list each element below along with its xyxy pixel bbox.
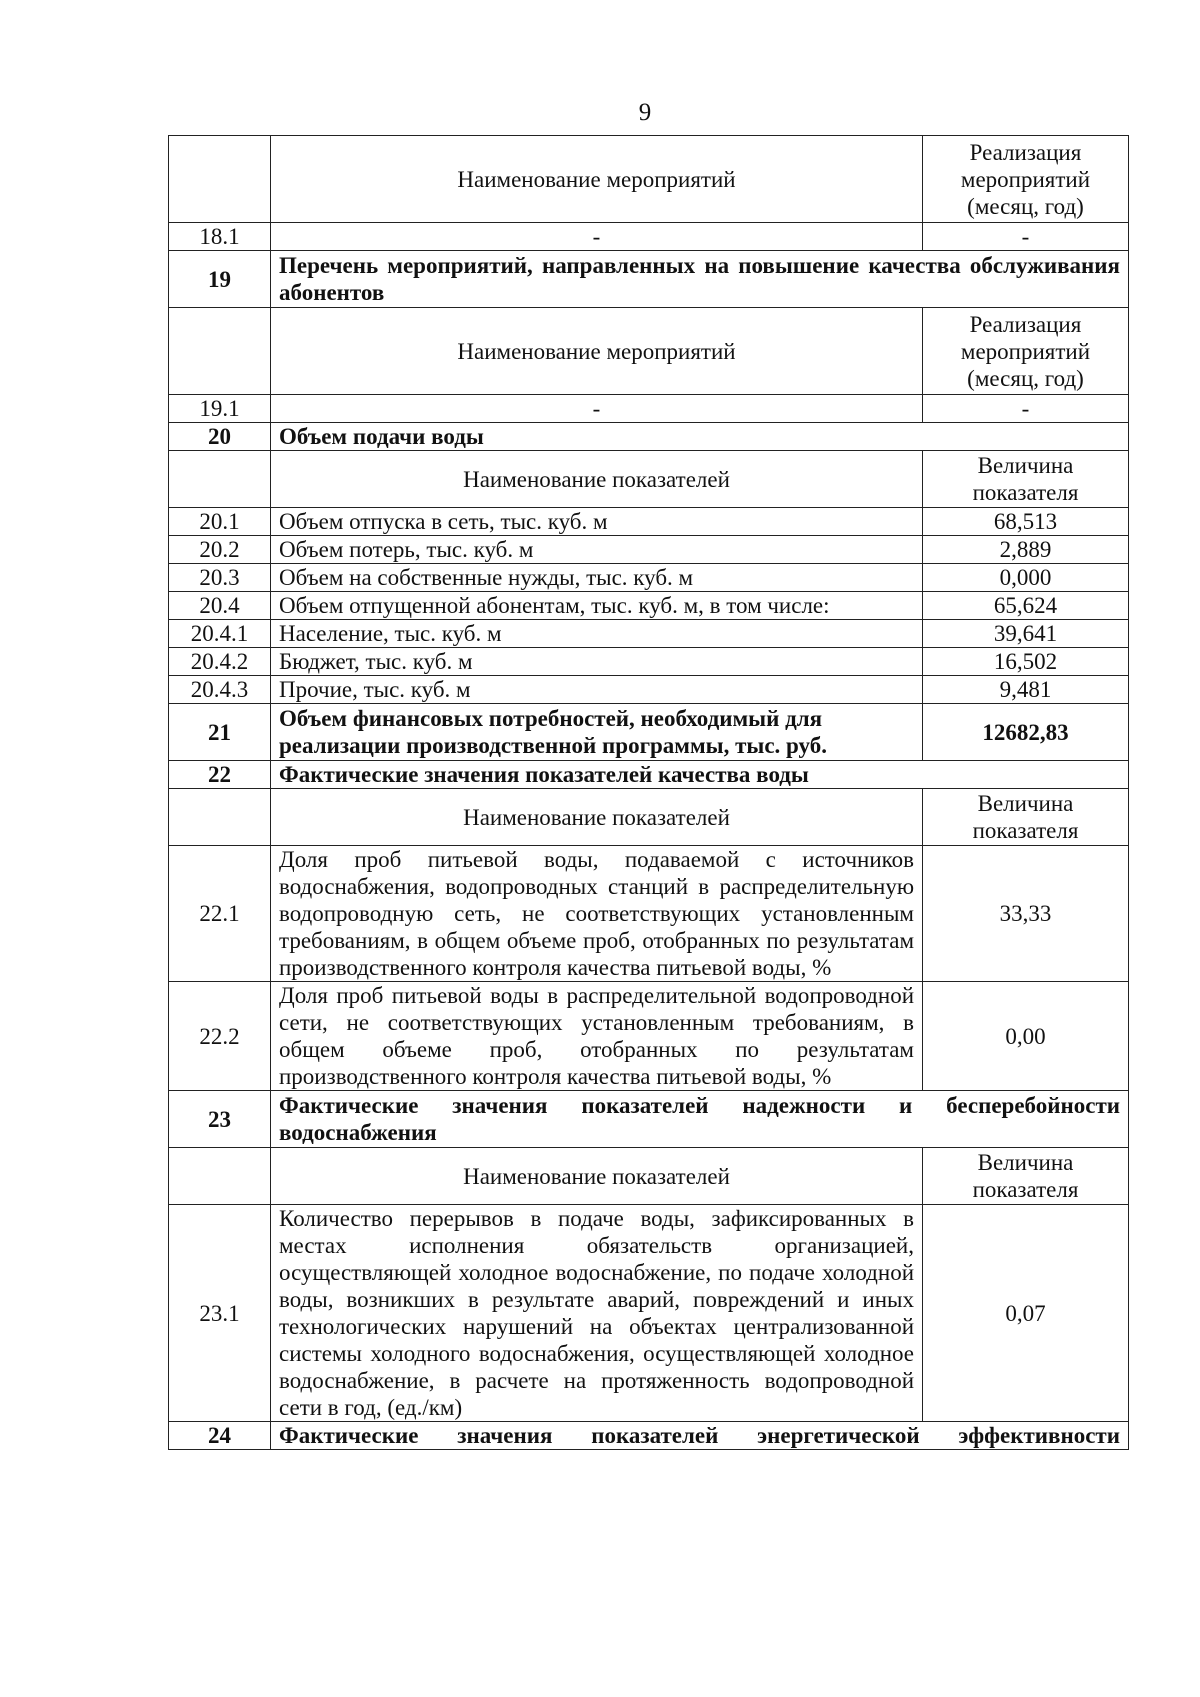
row-number: 20.1 (169, 508, 271, 536)
row-name: Объем на собственные нужды, тыс. куб. м (271, 564, 923, 592)
row-value: - (923, 395, 1129, 423)
section-number: 20 (169, 423, 271, 451)
column-header-implementation: Реализация мероприятий (месяц, год) (923, 136, 1129, 223)
row-name: Объем отпущенной абонентам, тыс. куб. м, в том числе: (271, 592, 923, 620)
column-header-value: Величина показателя (923, 789, 1129, 846)
column-header-name: Наименование мероприятий (271, 136, 923, 223)
row-number: 19.1 (169, 395, 271, 423)
section-title: Фактические значения показателей качества воды (271, 761, 1129, 789)
row-name: - (271, 223, 923, 251)
row-name: Прочие, тыс. куб. м (271, 676, 923, 704)
table-row (169, 223, 1129, 251)
table-header-row (169, 789, 1129, 846)
row-value: 68,513 (923, 508, 1129, 536)
row-name: Бюджет, тыс. куб. м (271, 648, 923, 676)
section-row (169, 423, 1129, 451)
column-header-name: Наименование показателей (271, 451, 923, 508)
section-row (169, 704, 1129, 761)
column-header-name: Наименование мероприятий (271, 308, 923, 395)
section-number: 21 (169, 704, 271, 761)
section-title: Фактические значения показателей энергетической эффективности (271, 1422, 1129, 1450)
row-number: 20.4 (169, 592, 271, 620)
section-row (169, 1091, 1129, 1148)
section-number: 24 (169, 1422, 271, 1450)
production-program-table (168, 135, 1129, 1450)
row-value: 16,502 (923, 648, 1129, 676)
table-row (169, 536, 1129, 564)
section-number: 19 (169, 251, 271, 308)
number-cell (169, 1148, 271, 1205)
row-number: 20.2 (169, 536, 271, 564)
section-title: Объем финансовых потребностей, необходимый для реализации производственной программы, тыс. руб. (271, 704, 923, 761)
section-title: Объем подачи воды (271, 423, 1129, 451)
row-name: Количество перерывов в подаче воды, зафиксированных в местах исполнения обязательств организацией, осуществляющей холодное водоснабжение, по подаче холодной воды, возникших в результате аварий, повреждений и иных технологических нарушений на объектах централизованной системы холодного водоснабжения, осуществляющей холодное водоснабжение, в расчете на протяженность водопроводной сети в год, (ед./км) (271, 1205, 923, 1422)
section-row (169, 761, 1129, 789)
row-number: 20.3 (169, 564, 271, 592)
table-row (169, 676, 1129, 704)
number-cell (169, 136, 271, 223)
table-header-row (169, 451, 1129, 508)
section-number: 23 (169, 1091, 271, 1148)
column-header-name: Наименование показателей (271, 789, 923, 846)
table-row (169, 846, 1129, 982)
section-number: 22 (169, 761, 271, 789)
table-row (169, 395, 1129, 423)
column-header-value: Величина показателя (923, 451, 1129, 508)
table-header-row (169, 136, 1129, 223)
row-name: Доля проб питьевой воды в распределительной водопроводной сети, не соответствующих установленным требованиям, в общем объеме проб, отобранных по результатам производственного контроля качества питьевой воды, % (271, 982, 923, 1091)
row-number: 20.4.3 (169, 676, 271, 704)
row-name: Население, тыс. куб. м (271, 620, 923, 648)
table-header-row (169, 308, 1129, 395)
row-value: 9,481 (923, 676, 1129, 704)
number-cell (169, 451, 271, 508)
section-value: 12682,83 (923, 704, 1129, 761)
table-row (169, 564, 1129, 592)
row-name: Объем потерь, тыс. куб. м (271, 536, 923, 564)
row-number: 23.1 (169, 1205, 271, 1422)
table-header-row (169, 1148, 1129, 1205)
page-number: 9 (638, 99, 652, 126)
number-cell (169, 789, 271, 846)
row-number: 20.4.2 (169, 648, 271, 676)
column-header-name: Наименование показателей (271, 1148, 923, 1205)
table-row (169, 982, 1129, 1091)
row-number: 22.1 (169, 846, 271, 982)
row-value: 33,33 (923, 846, 1129, 982)
column-header-value: Величина показателя (923, 1148, 1129, 1205)
column-header-implementation: Реализация мероприятий (месяц, год) (923, 308, 1129, 395)
table-row (169, 592, 1129, 620)
row-value: - (923, 223, 1129, 251)
row-value: 0,000 (923, 564, 1129, 592)
section-row (169, 1422, 1129, 1450)
table-row (169, 1205, 1129, 1422)
row-value: 39,641 (923, 620, 1129, 648)
row-number: 22.2 (169, 982, 271, 1091)
row-name: - (271, 395, 923, 423)
section-row (169, 251, 1129, 308)
row-value: 0,07 (923, 1205, 1129, 1422)
row-number: 20.4.1 (169, 620, 271, 648)
row-number: 18.1 (169, 223, 271, 251)
table-row (169, 620, 1129, 648)
number-cell (169, 308, 271, 395)
row-name: Объем отпуска в сеть, тыс. куб. м (271, 508, 923, 536)
section-title: Перечень мероприятий, направленных на повышение качества обслуживания абонентов (271, 251, 1129, 308)
row-value: 2,889 (923, 536, 1129, 564)
row-value: 0,00 (923, 982, 1129, 1091)
table-row (169, 508, 1129, 536)
section-title: Фактические значения показателей надежности и бесперебойности водоснабжения (271, 1091, 1129, 1148)
table-row (169, 648, 1129, 676)
row-value: 65,624 (923, 592, 1129, 620)
row-name: Доля проб питьевой воды, подаваемой с источников водоснабжения, водопроводных станций в распределительную водопроводную сеть, не соответствующих установленным требованиям, в общем объеме проб, отобранных по результатам производственного контроля качества питьевой воды, % (271, 846, 923, 982)
